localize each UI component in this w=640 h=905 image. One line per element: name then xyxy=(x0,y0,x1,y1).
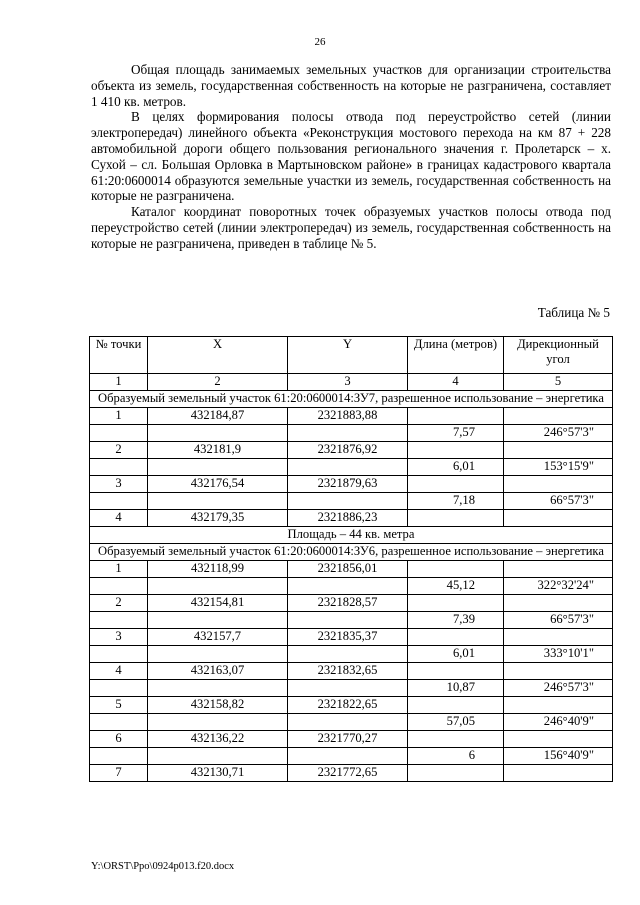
segment-angle: 246°40'9" xyxy=(504,714,613,731)
segment-row xyxy=(90,578,613,595)
length-cell xyxy=(408,629,504,646)
body-text xyxy=(91,62,611,252)
segment-length: 57,05 xyxy=(408,714,504,731)
segment-row xyxy=(90,646,613,663)
point-row xyxy=(90,731,613,748)
coordinate-x: 432158,82 xyxy=(148,697,288,714)
coordinates-table xyxy=(89,336,613,782)
table-body xyxy=(90,391,613,782)
point-number: 3 xyxy=(90,476,148,493)
coordinate-x xyxy=(148,680,288,697)
segment-length: 45,12 xyxy=(408,578,504,595)
point-number xyxy=(90,425,148,442)
length-cell xyxy=(408,731,504,748)
header-length: Длина (метров) xyxy=(408,337,504,374)
paragraph-formation: В целях формирования полосы отвода под переустройство сетей (линии электропередач) линейного объекта «Реконструкция мостового перехода на км 87 + 228 автомобильной дороги общего пользования регионального значения г. Пролетарск – х. Сухой – сл. Большая Орловка в Мартыновском районе» в границах кадастрового квартала 61:20:0600014 образуются земельные участки из земель, государственная собственность на которые не разграничена. xyxy=(91,109,611,204)
header-x: X xyxy=(148,337,288,374)
coordinate-x xyxy=(148,748,288,765)
section-title: Площадь – 44 кв. метра xyxy=(90,527,613,544)
point-number: 1 xyxy=(90,561,148,578)
length-cell xyxy=(408,765,504,782)
coordinate-y: 2321832,65 xyxy=(288,663,408,680)
coordinate-x xyxy=(148,646,288,663)
angle-cell xyxy=(504,765,613,782)
coordinate-y xyxy=(288,748,408,765)
point-row xyxy=(90,595,613,612)
coordinate-y: 2321886,23 xyxy=(288,510,408,527)
segment-angle: 66°57'3" xyxy=(504,612,613,629)
angle-cell xyxy=(504,408,613,425)
segment-angle: 153°15'9" xyxy=(504,459,613,476)
coordinate-x xyxy=(148,493,288,510)
point-number xyxy=(90,680,148,697)
coordinate-x: 432157,7 xyxy=(148,629,288,646)
segment-angle: 66°57'3" xyxy=(504,493,613,510)
coordinate-x: 432118,99 xyxy=(148,561,288,578)
segment-row xyxy=(90,459,613,476)
point-number: 4 xyxy=(90,663,148,680)
section-row xyxy=(90,527,613,544)
point-number: 2 xyxy=(90,595,148,612)
angle-cell xyxy=(504,510,613,527)
point-number: 7 xyxy=(90,765,148,782)
point-number xyxy=(90,714,148,731)
column-number: 3 xyxy=(288,374,408,391)
length-cell xyxy=(408,510,504,527)
table-header-row xyxy=(90,337,613,374)
coordinate-y: 2321856,01 xyxy=(288,561,408,578)
point-row xyxy=(90,765,613,782)
coordinate-x: 432184,87 xyxy=(148,408,288,425)
point-number: 6 xyxy=(90,731,148,748)
coordinate-y xyxy=(288,578,408,595)
paragraph-area-total: Общая площадь занимаемых земельных участков для организации строительства объекта из земель, государственная собственность на которые не разграничена, составляет 1 410 кв. метров. xyxy=(91,62,611,109)
point-row xyxy=(90,663,613,680)
section-title: Образуемый земельный участок 61:20:0600014:ЗУ6, разрешенное использование – энергетика xyxy=(90,544,613,561)
angle-cell xyxy=(504,442,613,459)
table-caption: Таблица № 5 xyxy=(537,305,610,320)
coordinate-y: 2321822,65 xyxy=(288,697,408,714)
paragraph-catalog: Каталог координат поворотных точек образуемых участков полосы отвода под переустройство сетей (линии электропередач) из земель, государственная собственность на которые не разграничена, приведен в таблице № 5. xyxy=(91,204,611,251)
coordinate-x: 432179,35 xyxy=(148,510,288,527)
point-number xyxy=(90,493,148,510)
point-row xyxy=(90,697,613,714)
coordinate-x xyxy=(148,425,288,442)
coordinate-x: 432130,71 xyxy=(148,765,288,782)
point-number xyxy=(90,646,148,663)
length-cell xyxy=(408,561,504,578)
coordinate-y: 2321883,88 xyxy=(288,408,408,425)
angle-cell xyxy=(504,663,613,680)
segment-length: 6,01 xyxy=(408,459,504,476)
length-cell xyxy=(408,697,504,714)
point-row xyxy=(90,510,613,527)
coordinate-x: 432154,81 xyxy=(148,595,288,612)
point-number xyxy=(90,612,148,629)
point-row xyxy=(90,476,613,493)
coordinate-y: 2321876,92 xyxy=(288,442,408,459)
point-number: 5 xyxy=(90,697,148,714)
header-direction-angle: Дирекционный угол xyxy=(504,337,613,374)
segment-angle: 156°40'9" xyxy=(504,748,613,765)
coordinate-y xyxy=(288,680,408,697)
point-row xyxy=(90,442,613,459)
point-number: 2 xyxy=(90,442,148,459)
point-number: 4 xyxy=(90,510,148,527)
angle-cell xyxy=(504,476,613,493)
column-number: 2 xyxy=(148,374,288,391)
coordinate-x xyxy=(148,578,288,595)
segment-length: 7,39 xyxy=(408,612,504,629)
coordinate-x: 432176,54 xyxy=(148,476,288,493)
length-cell xyxy=(408,442,504,459)
segment-length: 6,01 xyxy=(408,646,504,663)
segment-angle: 246°57'3" xyxy=(504,680,613,697)
segment-row xyxy=(90,493,613,510)
length-cell xyxy=(408,663,504,680)
point-number: 1 xyxy=(90,408,148,425)
coordinate-x: 432163,07 xyxy=(148,663,288,680)
point-row xyxy=(90,408,613,425)
coordinate-y xyxy=(288,714,408,731)
coordinate-x xyxy=(148,612,288,629)
file-path-footer: Y:\ORST\Ppo\0924p013.f20.docx xyxy=(91,861,235,872)
segment-row xyxy=(90,680,613,697)
point-number xyxy=(90,578,148,595)
segment-length: 7,57 xyxy=(408,425,504,442)
header-y: Y xyxy=(288,337,408,374)
angle-cell xyxy=(504,629,613,646)
segment-angle: 333°10'1" xyxy=(504,646,613,663)
section-row xyxy=(90,391,613,408)
segment-angle: 246°57'3" xyxy=(504,425,613,442)
length-cell xyxy=(408,408,504,425)
angle-cell xyxy=(504,731,613,748)
segment-length: 7,18 xyxy=(408,493,504,510)
coordinate-y xyxy=(288,493,408,510)
section-row xyxy=(90,544,613,561)
segment-row xyxy=(90,748,613,765)
coordinate-x: 432181,9 xyxy=(148,442,288,459)
length-cell xyxy=(408,595,504,612)
coordinate-y: 2321835,37 xyxy=(288,629,408,646)
length-cell xyxy=(408,476,504,493)
column-number: 4 xyxy=(408,374,504,391)
coordinate-y: 2321879,63 xyxy=(288,476,408,493)
segment-row xyxy=(90,714,613,731)
coordinate-y xyxy=(288,425,408,442)
segment-length: 10,87 xyxy=(408,680,504,697)
coordinate-y xyxy=(288,646,408,663)
coordinate-x: 432136,22 xyxy=(148,731,288,748)
segment-row xyxy=(90,612,613,629)
segment-angle: 322°32'24" xyxy=(504,578,613,595)
section-title: Образуемый земельный участок 61:20:0600014:ЗУ7, разрешенное использование – энергетика xyxy=(90,391,613,408)
point-row xyxy=(90,629,613,646)
point-number xyxy=(90,748,148,765)
segment-row xyxy=(90,425,613,442)
column-number: 5 xyxy=(504,374,613,391)
column-number: 1 xyxy=(90,374,148,391)
point-number: 3 xyxy=(90,629,148,646)
angle-cell xyxy=(504,595,613,612)
coordinate-y xyxy=(288,459,408,476)
page-number: 26 xyxy=(314,36,326,48)
angle-cell xyxy=(504,561,613,578)
header-point-number: № точки xyxy=(90,337,148,374)
point-row xyxy=(90,561,613,578)
point-number xyxy=(90,459,148,476)
coordinate-y: 2321828,57 xyxy=(288,595,408,612)
coordinate-y xyxy=(288,612,408,629)
coordinate-x xyxy=(148,459,288,476)
table-column-numbers-row xyxy=(90,374,613,391)
angle-cell xyxy=(504,697,613,714)
coordinate-y: 2321770,27 xyxy=(288,731,408,748)
segment-length: 6 xyxy=(408,748,504,765)
coordinate-x xyxy=(148,714,288,731)
coordinate-y: 2321772,65 xyxy=(288,765,408,782)
